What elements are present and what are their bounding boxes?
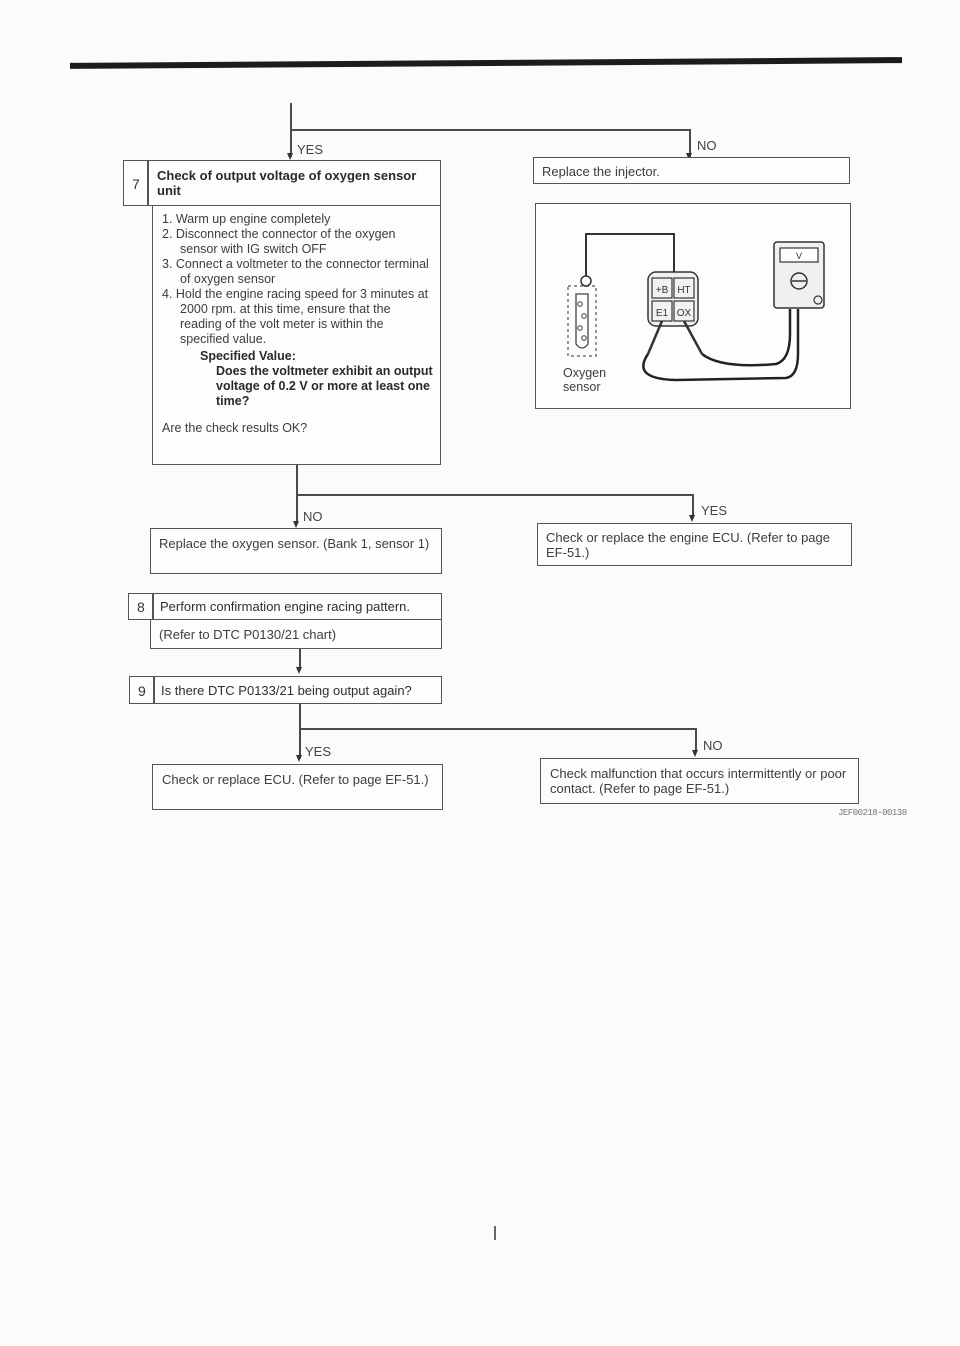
arrow-down-icon xyxy=(287,153,293,160)
replace-injector-box xyxy=(533,157,850,184)
divider xyxy=(153,677,155,703)
step9-header xyxy=(129,676,442,704)
replace-o2-text: Replace the oxygen sensor. (Bank 1, sensor 1) xyxy=(159,536,430,551)
list-item: 1. Warm up engine completely xyxy=(162,212,331,226)
connector xyxy=(299,704,301,730)
arrow-down-icon xyxy=(293,521,299,528)
sensor-terminal xyxy=(581,276,591,286)
check-ecu-box xyxy=(537,523,852,566)
branch-no-label: NO xyxy=(697,138,717,153)
connector xyxy=(299,728,301,758)
spec-label: Specified Value: xyxy=(200,349,296,363)
step7-instructions xyxy=(162,212,434,436)
step8-title: Perform confirmation engine racing pattern. xyxy=(160,599,411,614)
sensor-dot xyxy=(582,336,587,341)
pin-label: E1 xyxy=(655,308,669,319)
wiring-diagram xyxy=(535,203,851,409)
divider xyxy=(152,594,154,619)
arrow-down-icon xyxy=(692,750,698,757)
divider xyxy=(147,161,149,205)
arrow-down-icon xyxy=(689,515,695,522)
check-malfunction-box xyxy=(540,758,859,804)
step8-body xyxy=(150,619,442,649)
list-item: 3. Connect a voltmeter to the connector terminal of oxygen sensor xyxy=(162,257,429,286)
sensor-dot xyxy=(578,326,583,331)
oxygen-sensor-label: Oxygen sensor xyxy=(563,366,607,394)
arrow-down-icon xyxy=(296,755,302,762)
wire xyxy=(586,234,674,276)
step8-sub: (Refer to DTC P0130/21 chart) xyxy=(159,627,337,642)
list-item: 4. Hold the engine racing speed for 3 minutes at 2000 rpm. at this time, ensure that the reading of the volt meter is within the specified value. xyxy=(162,287,429,346)
arrow-down-icon xyxy=(296,667,302,674)
connector xyxy=(296,465,298,495)
page-mark xyxy=(494,1226,496,1240)
oxygen-sensor-outline xyxy=(568,286,596,356)
step7-title: Check of output voltage of oxygen sensor unit xyxy=(157,168,417,198)
pin-label: HT xyxy=(677,285,691,296)
pin-label: OX xyxy=(676,308,692,319)
connector xyxy=(695,728,697,752)
step7-header xyxy=(123,160,441,206)
step-number: 9 xyxy=(138,683,146,699)
spec-text: Does the voltmeter exhibit an output voltage of 0.2 V or more at least one time? xyxy=(216,364,433,408)
branch-yes-label: YES xyxy=(305,744,332,759)
figure-code: JEF00218-00138 xyxy=(838,808,907,818)
sensor-dot xyxy=(578,302,583,307)
replace-o2-box xyxy=(150,528,442,574)
header-rule xyxy=(70,57,902,69)
sensor-dot xyxy=(582,314,587,319)
check-ecu-box xyxy=(152,764,443,810)
branch-no-label: NO xyxy=(703,738,723,753)
meter-lead xyxy=(702,309,790,365)
check-ecu-text: Check or replace ECU. (Refer to page EF-51.) xyxy=(162,772,429,787)
connector xyxy=(299,649,301,668)
step8-header xyxy=(128,593,442,620)
step-number: 7 xyxy=(132,176,140,192)
step9-title: Is there DTC P0133/21 being output again? xyxy=(161,683,412,698)
connector xyxy=(299,728,696,730)
voltmeter-label: V xyxy=(795,251,803,261)
list-item: 2. Disconnect the connector of the oxygen sensor with IG switch OFF xyxy=(162,227,396,256)
connector xyxy=(290,103,292,131)
check-ecu-text: Check or replace the engine ECU. (Refer to page EF-51.) xyxy=(546,530,830,560)
branch-no-label: NO xyxy=(303,509,323,524)
connector xyxy=(296,494,298,524)
branch-yes-label: YES xyxy=(297,142,324,157)
connector xyxy=(290,129,690,131)
replace-injector-text: Replace the injector. xyxy=(542,164,660,179)
connector xyxy=(296,494,693,496)
step7-question: Are the check results OK? xyxy=(162,421,308,435)
step7-body xyxy=(152,205,441,465)
check-malfunction-text: Check malfunction that occurs intermittently or poor contact. (Refer to page EF-51.) xyxy=(550,766,847,796)
branch-yes-label: YES xyxy=(701,503,728,518)
pin-label: +B xyxy=(655,285,669,296)
step-number: 8 xyxy=(137,599,145,615)
